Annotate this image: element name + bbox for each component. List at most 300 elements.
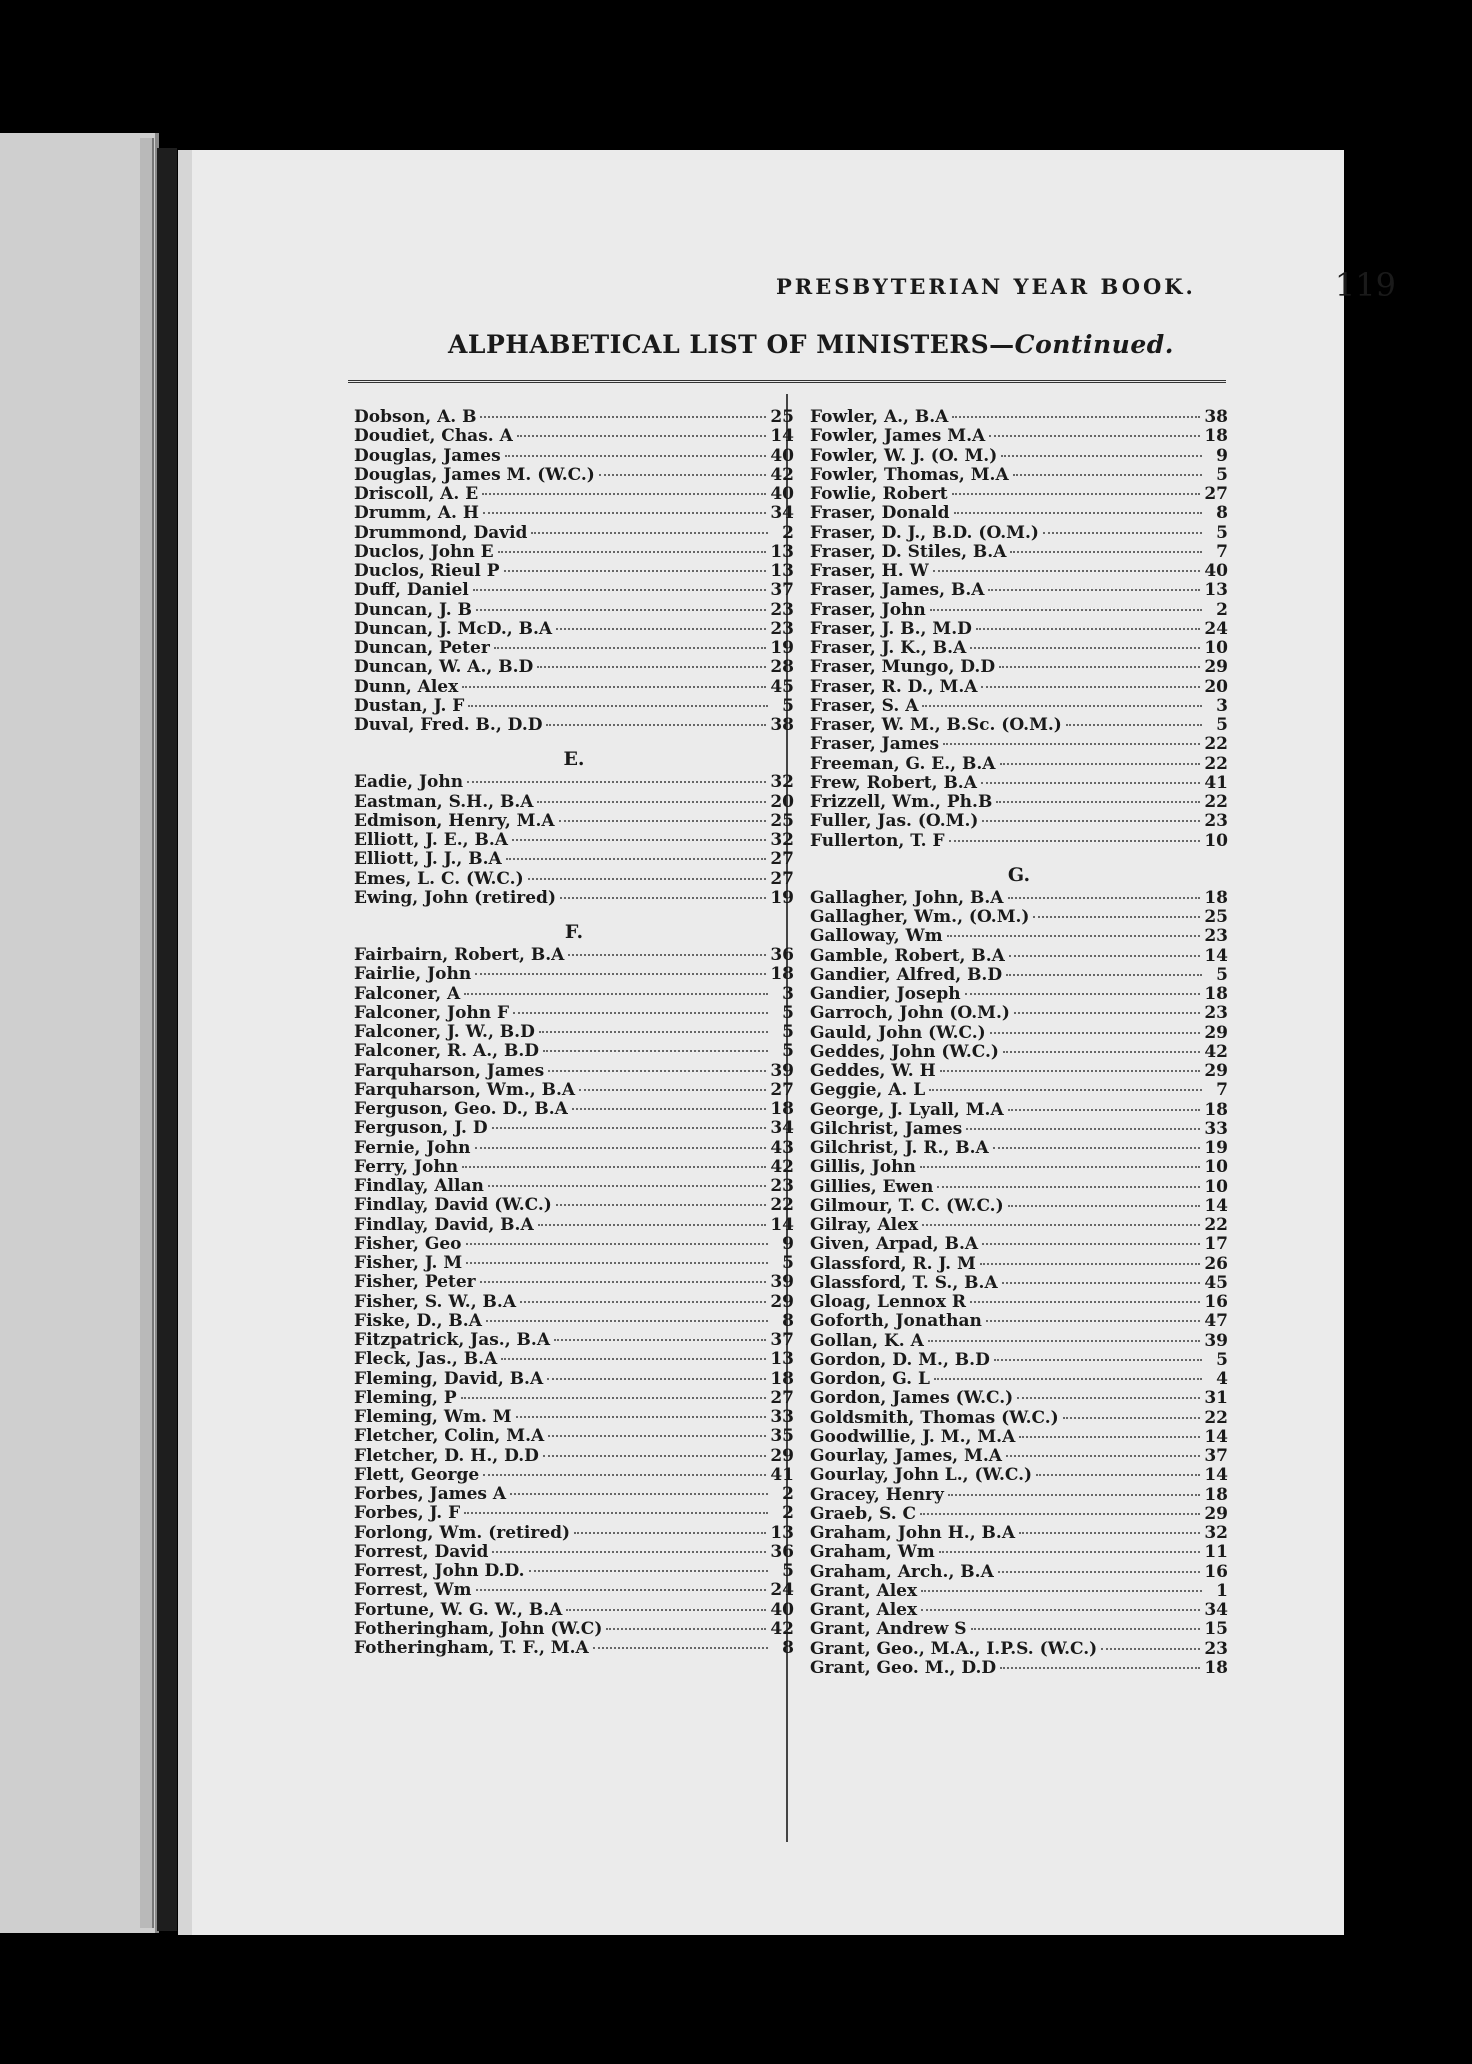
presbytery-number: 23 [1204, 1003, 1228, 1024]
list-item [810, 1563, 1228, 1582]
presbytery-number: 33 [770, 1407, 794, 1427]
list-item [810, 1428, 1228, 1447]
minister-name: Fraser, H. W [810, 561, 929, 581]
minister-name: Gordon, James (W.C.) [810, 1388, 1014, 1409]
list-item [810, 524, 1228, 543]
presbytery-number: 22 [1204, 734, 1228, 755]
presbytery-number: 27 [770, 849, 794, 870]
list-item [810, 601, 1228, 620]
presbytery-number: 23 [1204, 926, 1228, 947]
list-item [810, 408, 1228, 427]
dot-leader [1006, 1455, 1200, 1457]
book-gutter [157, 148, 177, 1931]
minister-name: Duclos, John E [354, 541, 494, 562]
presbytery-number: 5 [1216, 715, 1228, 735]
presbytery-number: 17 [1204, 1234, 1228, 1255]
presbytery-number: 38 [770, 715, 794, 735]
presbytery-number: 2 [782, 1503, 794, 1524]
minister-name: Falconer, R. A., B.D [354, 1041, 539, 1062]
dot-leader [933, 570, 1201, 572]
presbytery-number: 28 [770, 657, 794, 678]
dot-leader [560, 897, 766, 899]
presbytery-number: 3 [1216, 695, 1228, 716]
presbytery-number: 13 [770, 1522, 794, 1543]
minister-name: Gloag, Lennox R [810, 1292, 967, 1312]
presbytery-number: 3 [782, 983, 794, 1004]
minister-name: Falconer, A [354, 983, 461, 1004]
minister-name: Fleming, Wm. M [354, 1407, 512, 1427]
presbytery-number: 18 [770, 1368, 794, 1389]
minister-name: George, J. Lyall, M.A [810, 1099, 1004, 1120]
dot-leader [599, 474, 767, 476]
minister-name: Grant, Alex [810, 1580, 918, 1601]
presbytery-number: 9 [1216, 445, 1228, 466]
dot-leader [921, 1590, 1202, 1592]
minister-name: Gordon, G. L [810, 1369, 930, 1389]
list-item [810, 1370, 1228, 1389]
dot-leader [568, 954, 766, 956]
minister-name: Gallagher, Wm., (O.M.) [810, 907, 1030, 927]
minister-name: Frizzell, Wm., Ph.B [810, 792, 993, 812]
dot-leader [966, 1128, 1200, 1130]
presbytery-number: 5 [1216, 522, 1228, 543]
minister-name: Grant, Andrew S [810, 1619, 967, 1640]
presbytery-number: 24 [1204, 618, 1228, 639]
presbytery-number: 8 [782, 1638, 794, 1658]
presbytery-number: 43 [770, 1137, 794, 1158]
dot-leader [1014, 1012, 1200, 1014]
list-item [810, 985, 1228, 1004]
list-item [810, 1216, 1228, 1235]
presbytery-number: 25 [1204, 907, 1228, 927]
list-item [810, 1120, 1228, 1139]
minister-name: Findlay, David, B.A [354, 1214, 534, 1235]
presbytery-number: 20 [770, 791, 794, 812]
minister-name: Garroch, John (O.M.) [810, 1003, 1010, 1024]
dot-leader [528, 878, 767, 880]
presbytery-number: 22 [1204, 792, 1228, 812]
list-item [810, 1197, 1228, 1216]
minister-name: Falconer, John F [354, 1002, 510, 1023]
presbytery-number: 18 [770, 1099, 794, 1119]
dot-leader [486, 1320, 768, 1322]
presbytery-number: 26 [1204, 1253, 1228, 1274]
minister-name: Fraser, James, B.A [810, 580, 985, 601]
dot-leader [520, 1301, 766, 1303]
presbytery-number: 9 [782, 1233, 794, 1254]
list-item [354, 1601, 794, 1620]
list-item [810, 927, 1228, 946]
dot-leader [1013, 474, 1202, 476]
minister-name: Gourlay, John L., (W.C.) [810, 1465, 1033, 1486]
presbytery-number: 45 [770, 676, 794, 697]
presbytery-number: 29 [1204, 1503, 1228, 1524]
list-item [810, 504, 1228, 523]
dot-leader [1000, 1667, 1200, 1669]
dot-leader [970, 647, 1200, 649]
dot-leader [566, 1609, 766, 1611]
dot-leader [543, 1050, 768, 1052]
list-item [354, 850, 794, 869]
presbytery-number: 33 [1204, 1118, 1228, 1139]
presbytery-number: 22 [1204, 1407, 1228, 1428]
list-item [810, 1332, 1228, 1351]
minister-name: Fleming, David, B.A [354, 1368, 544, 1389]
minister-name: Grant, Geo., M.A., I.P.S. (W.C.) [810, 1638, 1098, 1659]
list-item [810, 1139, 1228, 1158]
minister-name: Gracey, Henry [810, 1484, 944, 1505]
list-item [354, 1273, 794, 1292]
list-item [354, 1312, 794, 1331]
list-item [810, 774, 1228, 793]
presbytery-number: 34 [770, 1118, 794, 1139]
list-item [810, 889, 1228, 908]
list-item [354, 581, 794, 600]
minister-name: Drumm, A. H [354, 503, 479, 524]
list-item [354, 1139, 794, 1158]
dot-leader [1008, 1109, 1201, 1111]
list-item [810, 697, 1228, 716]
list-item [354, 601, 794, 620]
dot-leader [939, 1551, 1201, 1553]
presbytery-number: 40 [770, 445, 794, 466]
list-item [810, 427, 1228, 446]
title-rule [348, 380, 1226, 383]
dot-leader [1066, 724, 1202, 726]
dot-leader [921, 1609, 1200, 1611]
list-item [354, 1447, 794, 1466]
running-title: PRESBYTERIAN YEAR BOOK. [776, 274, 1196, 299]
minister-name: Duval, Fred. B., D.D [354, 715, 543, 735]
presbytery-number: 5 [782, 1253, 794, 1273]
dot-leader [506, 858, 767, 860]
dot-leader [482, 493, 766, 495]
list-item [354, 1042, 794, 1061]
presbytery-number: 47 [1204, 1311, 1228, 1332]
list-item [354, 1196, 794, 1215]
minister-name: Farquharson, James [354, 1060, 545, 1081]
presbytery-number: 29 [1204, 1022, 1228, 1043]
minister-name: Forlong, Wm. (retired) [354, 1522, 571, 1543]
minister-name: Douglas, James M. (W.C.) [354, 464, 595, 485]
dot-leader [475, 1147, 767, 1149]
dot-leader [462, 1166, 766, 1168]
presbytery-number: 14 [770, 426, 794, 447]
minister-name: Fisher, Peter [354, 1272, 476, 1293]
list-item [810, 466, 1228, 485]
minister-name: Falconer, J. W., B.D [354, 1022, 535, 1042]
dot-leader [1001, 455, 1202, 457]
presbytery-number: 15 [1204, 1619, 1228, 1640]
dot-leader [547, 1378, 766, 1380]
list-item [810, 485, 1228, 504]
list-item [810, 1158, 1228, 1177]
dot-leader [538, 1224, 767, 1226]
left-column [354, 408, 794, 1658]
presbytery-number: 10 [1204, 1176, 1228, 1197]
presbytery-number: 7 [1216, 1080, 1228, 1101]
dot-leader [492, 1127, 767, 1129]
minister-name: Fowler, Thomas, M.A [810, 464, 1009, 485]
presbytery-number: 10 [1204, 638, 1228, 658]
presbytery-number: 23 [1204, 811, 1228, 832]
presbytery-number: 2 [1216, 599, 1228, 620]
list-item [354, 793, 794, 812]
presbytery-number: 35 [770, 1426, 794, 1447]
minister-name: Fraser, Donald [810, 503, 950, 524]
dot-leader [537, 666, 766, 668]
minister-name: Fitzpatrick, Jas., B.A [354, 1330, 551, 1350]
section-letter: F. [564, 921, 584, 943]
list-item [354, 1158, 794, 1177]
list-item [810, 1640, 1228, 1659]
list-item [810, 678, 1228, 697]
list-item [354, 1100, 794, 1119]
dot-leader [920, 1513, 1200, 1515]
dot-leader [505, 455, 767, 457]
dot-leader [937, 1186, 1200, 1188]
dot-leader [1002, 1282, 1201, 1284]
presbytery-number: 10 [1204, 1157, 1228, 1178]
minister-name: Gandier, Joseph [810, 984, 961, 1004]
minister-name: Fairlie, John [354, 964, 472, 985]
list-item [354, 562, 794, 581]
minister-name: Forrest, David [354, 1541, 489, 1562]
dot-leader [548, 1435, 766, 1437]
minister-name: Fraser, J. K., B.A [810, 638, 967, 658]
minister-name: Eadie, John [354, 772, 464, 793]
presbytery-number: 41 [1204, 772, 1228, 793]
dot-leader [947, 935, 1201, 937]
dot-leader [922, 1224, 1200, 1226]
list-item [810, 1081, 1228, 1100]
presbytery-number: 32 [1204, 1523, 1228, 1543]
minister-name: Dustan, J. F [354, 695, 465, 716]
minister-name: Emes, L. C. (W.C.) [354, 868, 524, 889]
presbytery-number: 37 [770, 1330, 794, 1350]
dot-leader [473, 589, 767, 591]
presbytery-number: 5 [782, 1041, 794, 1062]
minister-name: Fisher, J. M [354, 1253, 463, 1273]
list-item [810, 1312, 1228, 1331]
minister-name: Gilray, Alex [810, 1215, 919, 1235]
list-item [810, 447, 1228, 466]
presbytery-number: 5 [1216, 1349, 1228, 1370]
dot-leader [606, 1628, 766, 1630]
minister-name: Dobson, A. B [354, 407, 477, 427]
presbytery-number: 18 [770, 964, 794, 985]
dot-leader [483, 512, 766, 514]
dot-leader [980, 1263, 1201, 1265]
list-item [810, 716, 1228, 735]
dot-leader [1003, 1051, 1200, 1053]
dot-leader [1009, 955, 1201, 957]
presbytery-number: 27 [770, 1079, 794, 1100]
list-item [810, 1274, 1228, 1293]
minister-name: Fraser, R. D., M.A [810, 676, 978, 697]
dot-leader [548, 1070, 766, 1072]
dot-leader [929, 1089, 1202, 1091]
dot-leader [537, 801, 766, 803]
dot-leader [1008, 897, 1201, 899]
list-item [810, 620, 1228, 639]
list-item [354, 504, 794, 523]
list-item [810, 735, 1228, 754]
dot-leader [559, 820, 767, 822]
minister-name: Douglas, James [354, 445, 501, 466]
presbytery-number: 42 [770, 1156, 794, 1177]
dot-leader [579, 1089, 766, 1091]
minister-name: Fraser, S. A [810, 695, 919, 716]
dot-leader [554, 1339, 766, 1341]
presbytery-number: 2 [782, 1484, 794, 1504]
list-item [354, 1620, 794, 1639]
presbytery-number: 31 [1204, 1388, 1228, 1409]
dot-leader [461, 1397, 767, 1399]
dot-leader [488, 1185, 767, 1187]
presbytery-number: 34 [1204, 1600, 1228, 1620]
dot-leader [468, 705, 768, 707]
minister-name: Eastman, S.H., B.A [354, 791, 534, 812]
dot-leader [943, 743, 1200, 745]
list-item [354, 1543, 794, 1562]
minister-name: Fraser, Mungo, D.D [810, 657, 996, 678]
dot-leader [462, 686, 766, 688]
presbytery-number: 5 [782, 1002, 794, 1023]
dot-leader [981, 782, 1200, 784]
list-item [354, 985, 794, 1004]
presbytery-number: 29 [770, 1291, 794, 1312]
presbytery-number: 7 [1216, 541, 1228, 562]
dot-leader [952, 416, 1200, 418]
dot-leader [572, 1108, 766, 1110]
presbytery-number: 22 [1204, 1215, 1228, 1235]
list-item [810, 658, 1228, 677]
list-item [810, 812, 1228, 831]
list-item [354, 1216, 794, 1235]
minister-name: Graham, Arch., B.A [810, 1561, 994, 1582]
list-title-continued: Continued. [1014, 330, 1174, 359]
presbytery-number: 18 [1204, 887, 1228, 908]
minister-name: Forrest, Wm [354, 1580, 472, 1601]
list-item [354, 658, 794, 677]
dot-leader [1043, 532, 1202, 534]
presbytery-number: 45 [1204, 1272, 1228, 1293]
minister-name: Fernie, John [354, 1137, 471, 1158]
dot-leader [993, 1147, 1201, 1149]
presbytery-number: 22 [1204, 753, 1228, 774]
presbytery-number: 42 [770, 464, 794, 485]
list-item [354, 1119, 794, 1138]
minister-name: Fletcher, Colin, M.A [354, 1426, 545, 1447]
dot-leader [982, 1243, 1200, 1245]
minister-name: Fisher, S. W., B.A [354, 1291, 517, 1312]
list-item [354, 485, 794, 504]
dot-leader [546, 724, 766, 726]
minister-name: Galloway, Wm [810, 926, 943, 947]
minister-name: Fowler, James M.A [810, 426, 986, 447]
list-item [354, 639, 794, 658]
dot-leader [999, 666, 1200, 668]
presbytery-number: 14 [770, 1214, 794, 1235]
section-letter: G. [1007, 863, 1031, 886]
list-item [810, 1486, 1228, 1505]
list-item [354, 946, 794, 965]
presbytery-number: 18 [1204, 984, 1228, 1004]
list-item [354, 1408, 794, 1427]
list-item [810, 1235, 1228, 1254]
minister-name: Graham, John H., B.A [810, 1523, 1016, 1543]
dot-leader [556, 628, 766, 630]
dot-leader [1017, 1397, 1200, 1399]
presbytery-number: 18 [1204, 1657, 1228, 1678]
list-item [354, 466, 794, 485]
presbytery-number: 27 [770, 868, 794, 889]
dot-leader [976, 628, 1200, 630]
presbytery-number: 2 [782, 522, 794, 543]
minister-name: Glassford, R. J. M [810, 1253, 976, 1274]
list-item [810, 1101, 1228, 1120]
presbytery-number: 42 [1204, 1041, 1228, 1062]
presbytery-number: 18 [1204, 1099, 1228, 1120]
minister-name: Gauld, John (W.C.) [810, 1022, 986, 1043]
presbytery-number: 13 [1204, 580, 1228, 601]
minister-name: Driscoll, A. E [354, 484, 479, 504]
presbytery-number: 24 [770, 1580, 794, 1601]
minister-name: Farquharson, Wm., B.A [354, 1079, 576, 1100]
list-title-main: ALPHABETICAL LIST OF MINISTERS— [448, 330, 1015, 359]
dot-leader [516, 1416, 767, 1418]
dot-leader [948, 1494, 1201, 1496]
list-item [810, 1004, 1228, 1023]
minister-name: Graeb, S. C [810, 1503, 917, 1524]
list-item [354, 1331, 794, 1350]
minister-name: Grant, Alex [810, 1600, 918, 1620]
presbytery-number: 38 [1204, 407, 1228, 427]
minister-name: Goforth, Jonathan [810, 1311, 982, 1332]
presbytery-number: 5 [782, 1561, 794, 1581]
minister-name: Fraser, W. M., B.Sc. (O.M.) [810, 715, 1062, 735]
list-item [810, 1601, 1228, 1620]
minister-name: Fortune, W. G. W., B.A [354, 1599, 563, 1620]
list-item [354, 1235, 794, 1254]
list-item [810, 1505, 1228, 1524]
list-item [354, 1524, 794, 1543]
list-item [354, 1177, 794, 1196]
list-item [810, 755, 1228, 774]
dot-leader [940, 1070, 1201, 1072]
presbytery-number: 32 [770, 830, 794, 850]
list-item [810, 1178, 1228, 1197]
presbytery-number: 14 [1204, 1195, 1228, 1216]
presbytery-number: 16 [1204, 1561, 1228, 1582]
presbytery-number: 19 [770, 887, 794, 908]
dot-leader [504, 570, 767, 572]
minister-name: Flett, George [354, 1464, 480, 1485]
dot-leader [996, 801, 1200, 803]
presbytery-number: 22 [770, 1195, 794, 1216]
dot-leader [989, 435, 1200, 437]
minister-name: Findlay, David (W.C.) [354, 1195, 552, 1216]
dot-leader [1019, 1532, 1200, 1534]
presbytery-number: 34 [770, 503, 794, 524]
minister-name: Findlay, Allan [354, 1176, 484, 1196]
list-item [354, 408, 794, 427]
presbytery-number: 36 [770, 1541, 794, 1562]
dot-leader [593, 1647, 768, 1649]
presbytery-number: 42 [770, 1618, 794, 1639]
dot-leader [1019, 1436, 1200, 1438]
